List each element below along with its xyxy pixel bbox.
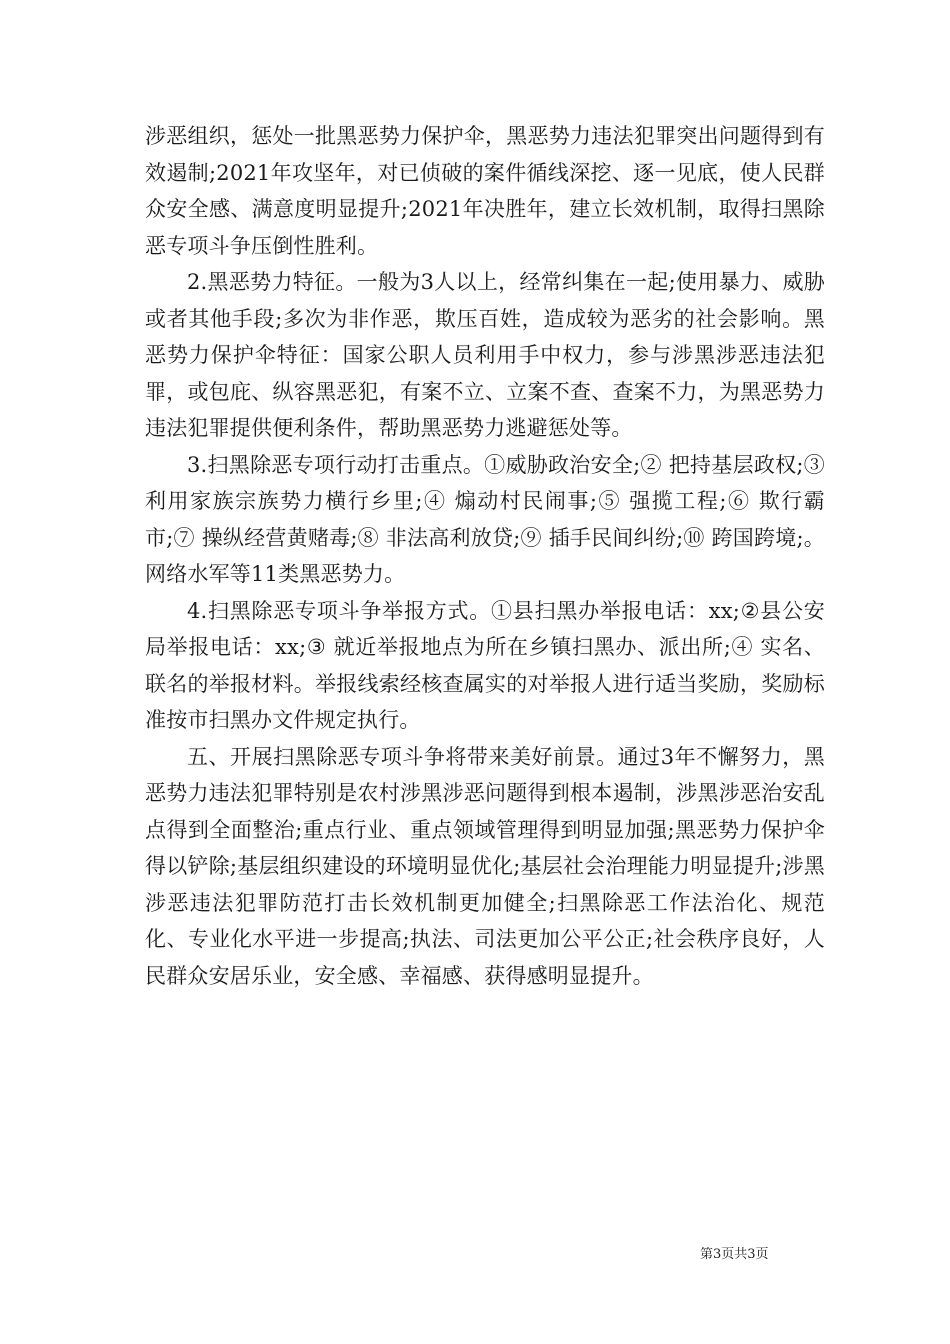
paragraph-continuation: 涉恶组织，惩处一批黑恶势力保护伞，黑恶势力违法犯罪突出问题得到有效遏制;2021年攻坚年，对已侦破的案件循线深挖、逐一见底，使人民群众安全感、满意度明显提升;2021年决胜年，建立长效机制，取得扫黑除恶专项斗争压倒性胜利。 bbox=[145, 124, 825, 258]
document-body bbox=[145, 118, 825, 994]
paragraph-3-key-targets: 3.扫黑除恶专项行动打击重点。①威胁政治安全;② 把持基层政权;③ 利用家族宗族势力横行乡里;④ 煽动村民闹事;⑤ 强揽工程;⑥ 欺行霸市;⑦ 操纵经营黄赌毒;⑧ 非法高利放贷;⑨ 插手民间纠纷;⑩ 跨国跨境;。网络水军等11类黑恶势力。 bbox=[145, 452, 825, 586]
page-number-footer: 第3页共3页 bbox=[700, 1247, 769, 1262]
paragraph-2-characteristics: 2.黑恶势力特征。一般为3人以上，经常纠集在一起;使用暴力、威胁或者其他手段;多次为非作恶，欺压百姓，造成较为恶劣的社会影响。黑恶势力保护伞特征：国家公职人员利用手中权力，参与涉黑涉恶违法犯罪，或包庇、纵容黑恶犯，有案不立、立案不查、查案不力，为黑恶势力违法犯罪提供便利条件，帮助黑恶势力逃避惩处等。 bbox=[145, 270, 825, 440]
paragraph-5-prospects: 五、开展扫黑除恶专项斗争将带来美好前景。通过3年不懈努力，黑恶势力违法犯罪特别是农村涉黑涉恶问题得到根本遏制，涉黑涉恶治安乱点得到全面整治;重点行业、重点领域管理得到明显加强;黑恶势力保护伞得以铲除;基层组织建设的环境明显优化;基层社会治理能力明显提升;涉黑涉恶违法犯罪防范打击长效机制更加健全;扫黑除恶工作法治化、规范化、专业化水平进一步提高;执法、司法更加公平公正;社会秩序良好，人民群众安居乐业，安全感、幸福感、获得感明显提升。 bbox=[145, 744, 825, 988]
paragraph-4-reporting-methods: 4.扫黑除恶专项斗争举报方式。①县扫黑办举报电话：xx;②县公安局举报电话：xx;③ 就近举报地点为所在乡镇扫黑办、派出所;④ 实名、联名的举报材料。举报线索经核查属实的对举报人进行适当奖励，奖励标准按市扫黑办文件规定执行。 bbox=[145, 598, 825, 732]
